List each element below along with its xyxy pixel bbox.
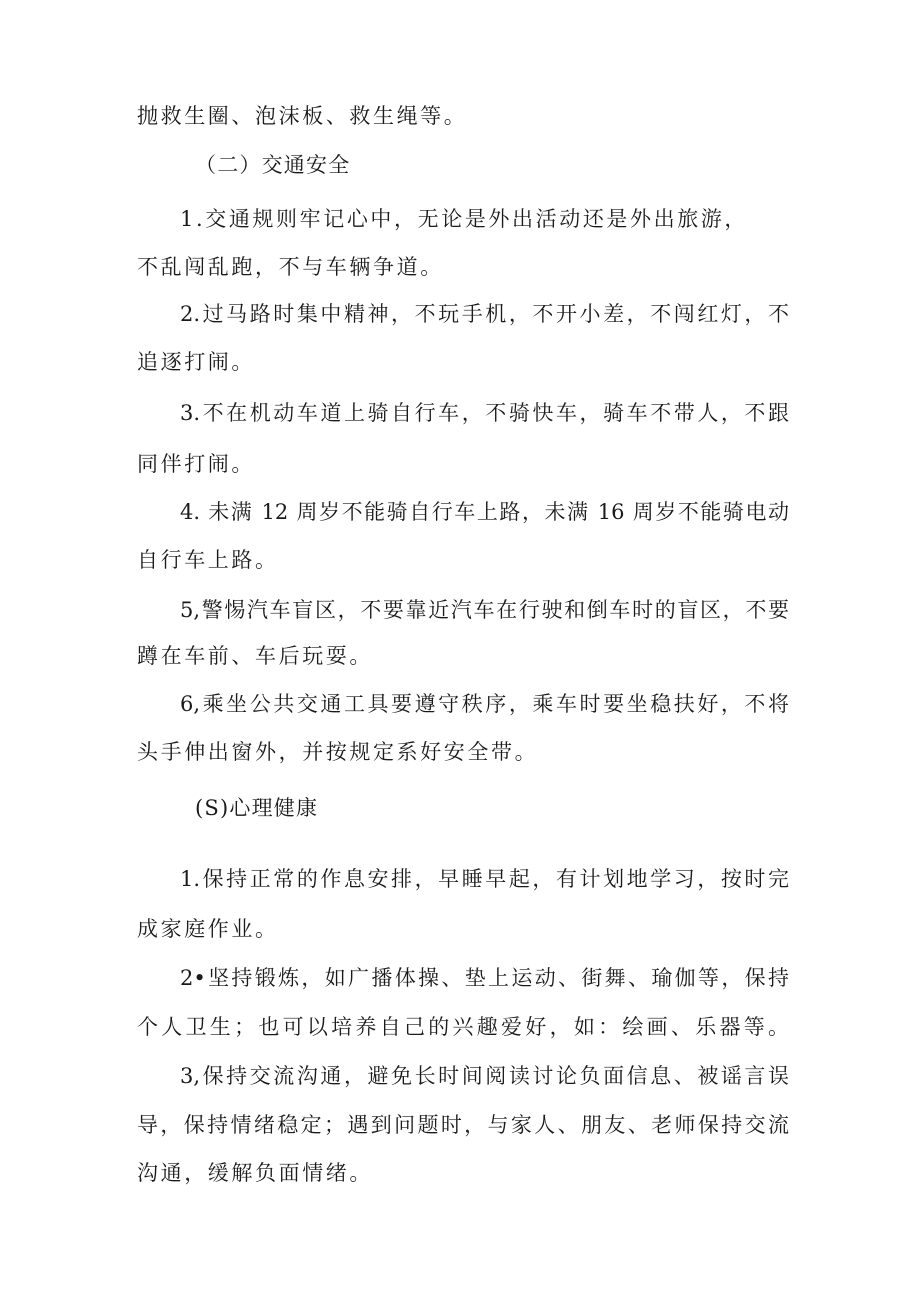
text-line: 头手伸出窗外，并按规定系好安全带。 — [137, 740, 539, 764]
text-line: 抛救生圈、泡沫板、救生绳等。 — [137, 104, 468, 128]
text-line: 4. 未满 12 周岁不能骑自行车上路，未满 16 周岁不能骑电动 — [180, 500, 789, 524]
section-heading-mental-health: (S)心理健康 — [195, 796, 319, 820]
text-line: 导，保持情绪稳定；遇到问题时，与家人、朋友、老师保持交流 — [137, 1113, 789, 1137]
text-line: 沟通，缓解负面情绪。 — [137, 1161, 373, 1185]
text-line: 1.保持正常的作息安排，早睡早起，有计划地学习，按时完 — [180, 867, 789, 891]
text-line: 6,乘坐公共交通工具要遵守秩序，乘车时要坐稳扶好，不将 — [180, 692, 789, 716]
text-line: 1.交通规则牢记心中，无论是外出活动还是外出旅游， — [180, 207, 749, 231]
text-line: 蹲在车前、车后玩耍。 — [137, 644, 373, 668]
text-line: 2•坚持锻炼，如广播体操、垫上运动、街舞、瑜伽等，保持 — [180, 966, 789, 990]
text-line: 自行车上路。 — [137, 548, 279, 572]
text-line: 不乱闯乱跑，不与车辆争道。 — [137, 255, 444, 279]
text-line: 5,警惕汽车盲区，不要靠近汽车在行驶和倒车时的盲区，不要 — [180, 598, 789, 622]
section-heading-traffic-safety: （二）交通安全 — [195, 153, 351, 177]
text-line: 2.过马路时集中精神，不玩手机，不开小差，不闯红灯，不 — [180, 302, 789, 326]
text-line: 3,保持交流沟通，避免长时间阅读讨论负面信息、被谣言误 — [180, 1064, 789, 1088]
text-line: 个人卫生；也可以培养自己的兴趣爱好，如：绘画、乐器等。 — [137, 1015, 789, 1039]
text-line: 成家庭作业。 — [137, 917, 279, 941]
text-line: 3.不在机动车道上骑自行车，不骑快车，骑车不带人，不跟 — [180, 401, 789, 425]
text-line: 追逐打闹。 — [137, 350, 255, 374]
text-line: 同伴打闹。 — [137, 452, 255, 476]
